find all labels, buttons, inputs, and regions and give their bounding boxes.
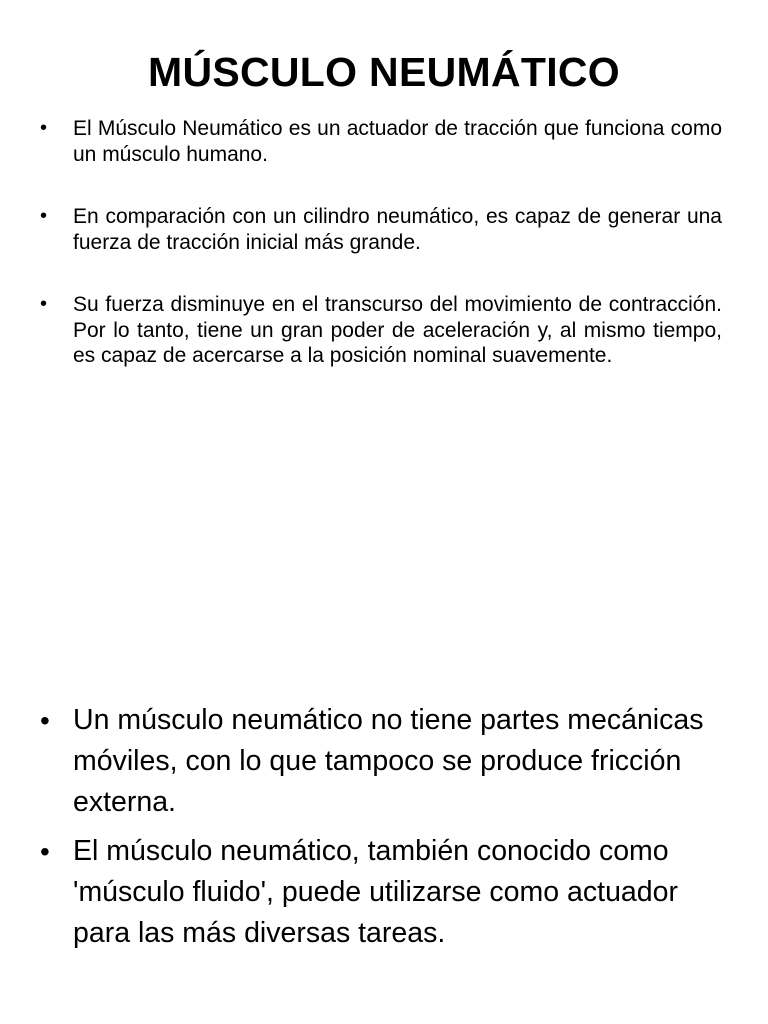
top-bullet-list bbox=[40, 116, 722, 406]
list-item bbox=[40, 292, 722, 369]
bullet-icon: • bbox=[40, 117, 48, 139]
bullet-text: Un músculo neumático no tiene partes mecánicas móviles, con lo que tampoco se produce fricción externa. bbox=[73, 704, 704, 818]
bullet-icon: • bbox=[40, 205, 48, 227]
list-item bbox=[40, 204, 722, 255]
bullet-text: El músculo neumático, también conocido como 'músculo fluido', puede utilizarse como actuador para las más diversas tareas. bbox=[73, 835, 678, 949]
bullet-text: Su fuerza disminuye en el transcurso del movimiento de contracción. Por lo tanto, tiene un gran poder de aceleración y, al mismo tiempo, es capaz de acercarse a la posición nominal suavemente. bbox=[73, 293, 722, 367]
bullet-text: En comparación con un cilindro neumático, es capaz de generar una fuerza de tracción inicial más grande. bbox=[73, 205, 722, 254]
list-item bbox=[40, 700, 730, 823]
bottom-bullet-list bbox=[40, 700, 730, 962]
slide-title: MÚSCULO NEUMÁTICO bbox=[147, 49, 620, 95]
bullet-icon: • bbox=[40, 293, 48, 315]
list-item bbox=[40, 831, 730, 954]
bullet-text: El Músculo Neumático es un actuador de tracción que funciona como un músculo humano. bbox=[73, 117, 722, 166]
bullet-icon: • bbox=[40, 836, 50, 867]
list-item bbox=[40, 116, 722, 167]
bullet-icon: • bbox=[40, 705, 50, 736]
